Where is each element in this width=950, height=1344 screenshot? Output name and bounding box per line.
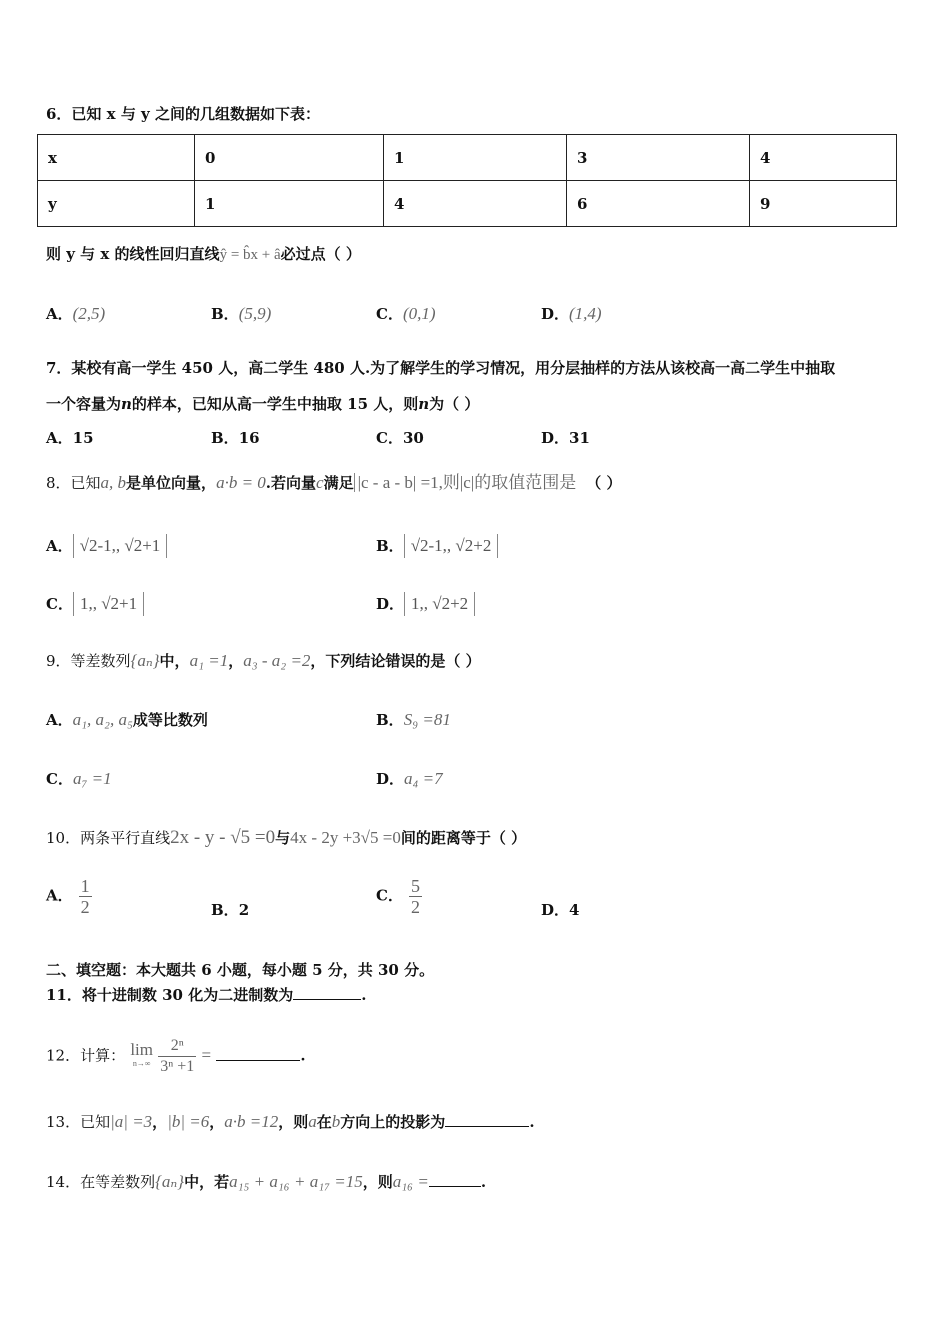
table-cell: 4 xyxy=(384,181,567,227)
q8-option-d[interactable]: D． 1,, √2+2 xyxy=(376,592,475,616)
q6-option-c[interactable]: C．(0,1) xyxy=(376,304,436,323)
q8-stem: 8．已知a, b是单位向量，a·b = 0.若向量c满足 |c - a - b| =1,则|c|的取值范围是 （ ） xyxy=(46,473,622,492)
q6-question: 则 y 与 x 的线性回归直线ŷ = b̂x + â必过点（ ） xyxy=(46,245,361,263)
table-cell: 1 xyxy=(384,135,567,181)
table-cell: x xyxy=(38,135,195,181)
q8-option-b[interactable]: B． √2-1,, √2+2 xyxy=(376,534,498,558)
q8-option-a[interactable]: A． √2-1,, √2+1 xyxy=(46,534,167,558)
answer-blank[interactable] xyxy=(429,1172,481,1187)
q10-option-d[interactable]: D．4 xyxy=(541,901,580,919)
table-cell: y xyxy=(38,181,195,227)
q6-option-a[interactable]: A．(2,5) xyxy=(46,304,106,323)
section-heading: 二、填空题：本大题共 6 小题，每小题 5 分，共 30 分。 xyxy=(46,961,435,979)
table-cell: 4 xyxy=(750,135,897,181)
q6-option-d[interactable]: D．(1,4) xyxy=(541,304,602,323)
q7-option-c[interactable]: C．30 xyxy=(376,429,424,447)
table-cell: 9 xyxy=(750,181,897,227)
table-cell: 1 xyxy=(195,181,384,227)
answer-blank[interactable] xyxy=(216,1046,300,1061)
table-cell: 0 xyxy=(195,135,384,181)
table-row xyxy=(38,181,897,227)
q7-stem-line2: 一个容量为n的样本，已知从高一学生中抽取 15 人，则n为（ ） xyxy=(46,395,480,413)
q14-stem: 14．在等差数列{aₙ}中，若a₁₅ + a₁₆ + a₁₇ =15，则a₁₆ = . xyxy=(46,1172,487,1191)
q7-stem-line1: 7．某校有高一学生 450 人，高二学生 480 人.为了解学生的学习情况，用分层抽样的方法从该校高一高二学生中抽取 xyxy=(46,359,836,377)
q7-option-b[interactable]: B．16 xyxy=(211,429,260,447)
q9-option-a[interactable]: A．a₁, a₂, a₅成等比数列 xyxy=(46,710,208,729)
q7-option-d[interactable]: D．31 xyxy=(541,429,590,447)
regression-formula: ŷ = b̂x + â xyxy=(219,247,281,263)
q6-data-table xyxy=(37,134,897,227)
q11-stem: 11．将十进制数 30 化为二进制数为 . xyxy=(46,986,367,1004)
table-cell: 6 xyxy=(567,181,750,227)
table-row xyxy=(38,135,897,181)
q13-stem: 13．已知|a| =3，|b| =6，a·b =12，则a在b方向上的投影为 . xyxy=(46,1112,535,1131)
q10-stem: 10．两条平行直线2x - y - √5 =0与4x - 2y +3√5 =0间的距离等于（ ） xyxy=(46,827,527,848)
q6-option-b[interactable]: B．(5,9) xyxy=(211,304,272,323)
q9-stem: 9．等差数列{aₙ}中，a₁ =1，a₃ - a₂ =2，下列结论错误的是（ ） xyxy=(46,651,481,670)
q8-option-c[interactable]: C． 1,, √2+1 xyxy=(46,592,144,616)
q9-option-b[interactable]: B．S₉ =81 xyxy=(376,710,451,729)
q10-option-a[interactable]: A． $\frac{1}{2}$ xyxy=(46,876,90,917)
q10-option-c[interactable]: C． $\frac{5}{2}$ xyxy=(376,876,420,917)
q6-stem: 6．已知 x 与 y 之间的几组数据如下表： xyxy=(46,105,320,123)
q10-option-b[interactable]: B．2 xyxy=(211,901,250,919)
q9-option-c[interactable]: C．a₇ =1 xyxy=(46,769,112,788)
answer-blank[interactable] xyxy=(293,985,361,1000)
q9-option-d[interactable]: D．a₄ =7 xyxy=(376,769,443,788)
q7-option-a[interactable]: A．15 xyxy=(46,429,94,447)
q12-stem: 12．计算： lim n→∞ $\frac{\text{2ⁿ}}{\text{3ⁿ +1}}$ = . xyxy=(46,1037,306,1075)
table-cell: 3 xyxy=(567,135,750,181)
answer-blank[interactable] xyxy=(445,1112,529,1127)
